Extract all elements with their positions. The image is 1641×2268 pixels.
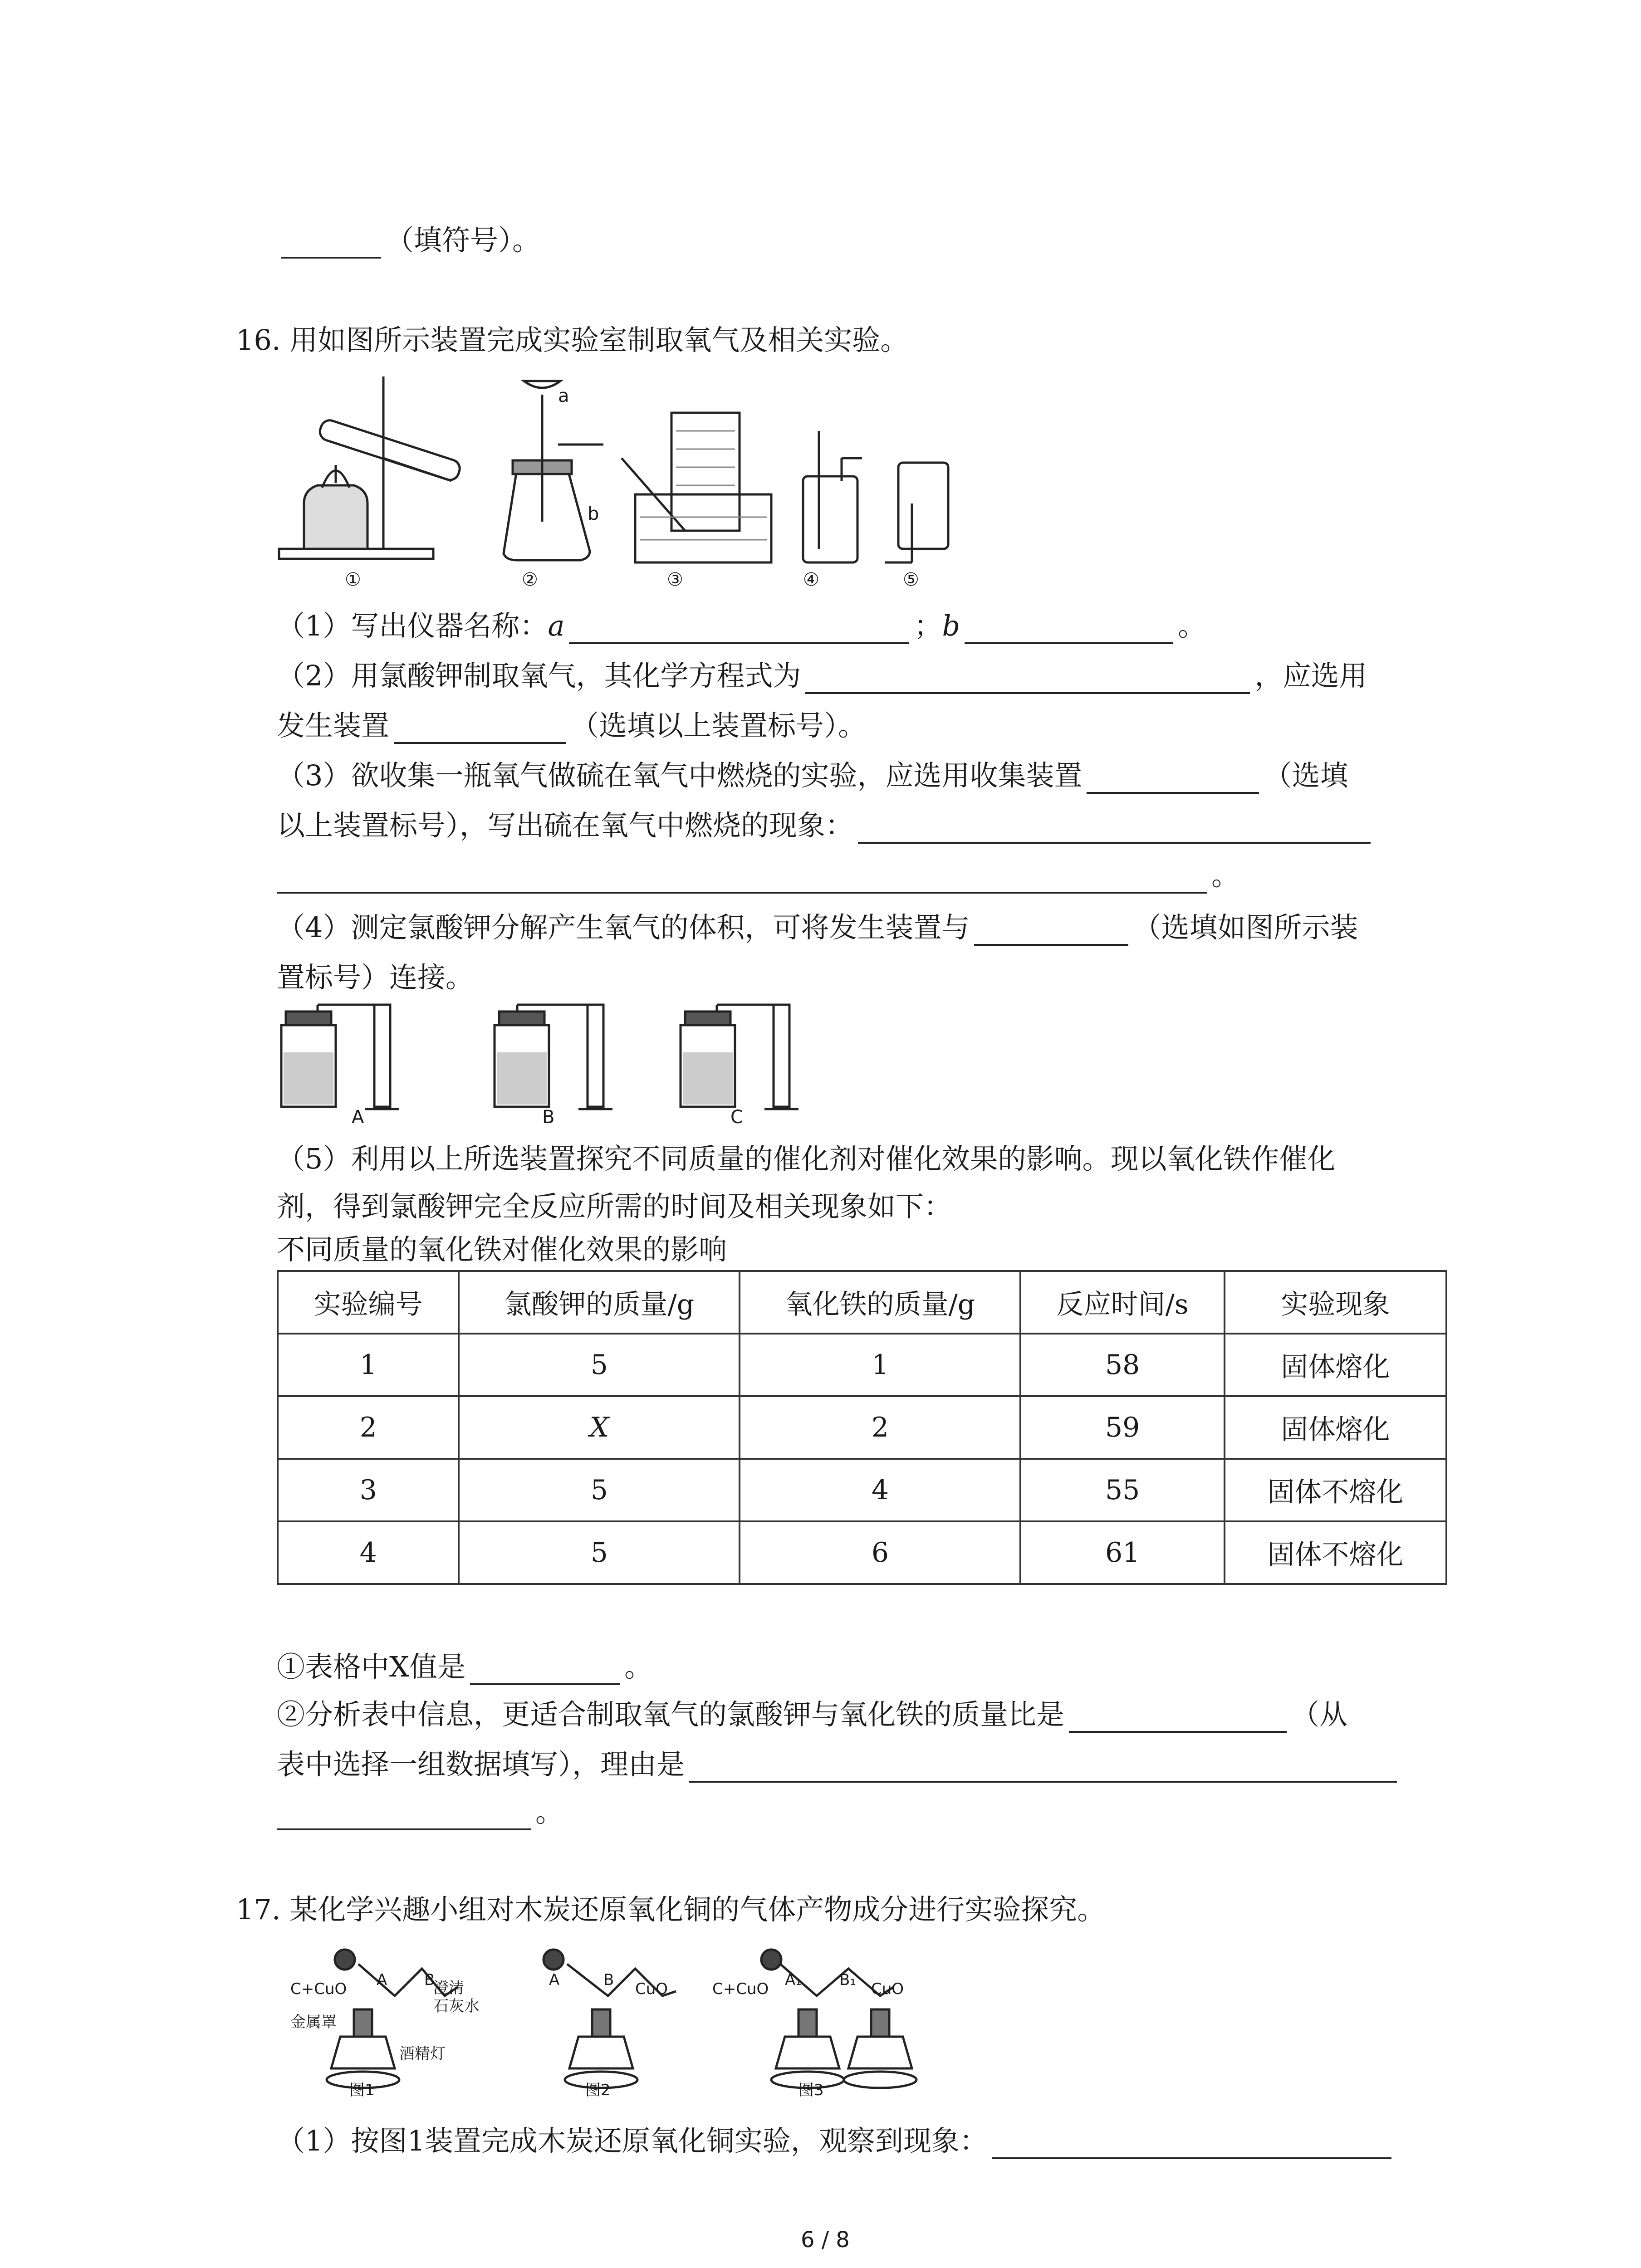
blank-phenomenon[interactable]: [858, 815, 1371, 844]
blank-reason-2[interactable]: [277, 1801, 531, 1830]
q17-label: C+CuO: [712, 1980, 769, 1998]
blank-phenomenon-2[interactable]: [277, 865, 1207, 894]
blank-reason[interactable]: [689, 1754, 1397, 1783]
q17-label: 图2: [585, 2081, 611, 2099]
q17-label: 石灰水: [433, 1997, 480, 2015]
cell: 4: [740, 1459, 1020, 1521]
cell: X: [459, 1396, 740, 1459]
col-header: 实验编号: [278, 1271, 459, 1334]
q17-label: 图3: [798, 2081, 824, 2099]
cell: 2: [278, 1396, 459, 1459]
cell: 2: [740, 1396, 1020, 1459]
q17-label: A: [549, 1971, 560, 1989]
q17-label: B₁: [839, 1971, 856, 1989]
q16-part3-line3: 。: [277, 857, 1239, 894]
table-row: [278, 1334, 1446, 1396]
label-1: ①: [345, 569, 361, 590]
q16-sub1: ①表格中X值是 。: [277, 1649, 652, 1685]
q17-label: 澄清: [433, 1979, 464, 1997]
cell: 4: [278, 1521, 459, 1584]
blank-measure[interactable]: [974, 917, 1128, 946]
col-header: 氯酸钾的质量/g: [459, 1271, 740, 1334]
q17-label: B: [424, 1971, 435, 1989]
q16-sub2-line2: 表中选择一组数据填写），理由是: [277, 1746, 1401, 1783]
label-B: B: [542, 1107, 555, 1128]
abc-apparatus-figure: [277, 998, 798, 1116]
q17-label: 金属罩: [290, 2013, 337, 2031]
q16-part2-line1: （2）用氯酸钾制取氧气，其化学方程式为 ，应选用: [277, 658, 1367, 694]
q17-label: CuO: [871, 1980, 904, 1998]
blank-a[interactable]: [569, 615, 909, 644]
cell: 5: [459, 1459, 740, 1521]
cell: 61: [1020, 1521, 1224, 1584]
label-4: ④: [803, 569, 819, 590]
label-2: ②: [522, 569, 538, 590]
q16-part3-line2: 以上装置标号），写出硫在氧气中燃烧的现象：: [277, 807, 1375, 844]
label-A: A: [352, 1107, 364, 1128]
label-3: ③: [667, 569, 683, 590]
cell: 固体熔化: [1225, 1334, 1446, 1396]
blank-collector[interactable]: [1087, 765, 1259, 794]
q16-part5-line2: 剂，得到氯酸钾完全反应所需的时间及相关现象如下：: [277, 1190, 952, 1223]
prev-question-tail: （填符号）。: [277, 222, 540, 259]
label-a: a: [558, 386, 569, 406]
q17-label: 酒精灯: [399, 2045, 446, 2063]
col-header: 氧化铁的质量/g: [740, 1271, 1020, 1334]
blank-ratio[interactable]: [1069, 1704, 1287, 1733]
cell: 3: [278, 1459, 459, 1521]
col-header: 反应时间/s: [1020, 1271, 1224, 1334]
table-header-row: [278, 1271, 1446, 1334]
label-5: ⑤: [903, 569, 919, 590]
cell: 1: [278, 1334, 459, 1396]
cell: 固体不熔化: [1225, 1521, 1446, 1584]
table-row: [278, 1459, 1446, 1521]
q17-label: A: [377, 1971, 387, 1989]
q16-sub2-line1: ②分析表中信息，更适合制取氧气的氯酸钾与氧化铁的质量比是 （从: [277, 1696, 1347, 1733]
catalyst-table: [277, 1270, 1447, 1585]
q16-sub2-line3: 。: [277, 1794, 563, 1830]
q17-title: 17. 某化学兴趣小组对木炭还原氧化铜的气体产物成分进行实验探究。: [236, 1893, 1106, 1926]
blank-observation[interactable]: [992, 2130, 1391, 2159]
table-row: [278, 1396, 1446, 1459]
q17-label: A₁: [785, 1971, 802, 1989]
table-title: 不同质量的氧化铁对催化效果的影响: [277, 1233, 727, 1266]
cell: 58: [1020, 1334, 1224, 1396]
q16-part2-line2: 发生装置 （选填以上装置标号）。: [277, 708, 866, 744]
blank-x-value[interactable]: [470, 1656, 620, 1685]
q16-part4-line1: （4）测定氯酸钾分解产生氧气的体积，可将发生装置与 （选填如图所示装: [277, 909, 1358, 946]
label-b: b: [588, 503, 599, 524]
q17-part1: （1）按图1装置完成木炭还原氧化铜实验，观察到现象：: [277, 2123, 1396, 2159]
cell: 1: [740, 1334, 1020, 1396]
q17-label: C+CuO: [290, 1980, 347, 1998]
q16-part1: （1）写出仪器名称：a ；b 。: [277, 608, 1206, 644]
cell: 固体熔化: [1225, 1396, 1446, 1459]
q16-title: 16. 用如图所示装置完成实验室制取氧气及相关实验。: [236, 323, 909, 357]
blank-b[interactable]: [965, 615, 1173, 644]
cell: 5: [459, 1334, 740, 1396]
cell: 5: [459, 1521, 740, 1584]
blank-generator[interactable]: [394, 715, 566, 744]
q17-label: 图1: [349, 2081, 375, 2099]
cell: 固体不熔化: [1225, 1459, 1446, 1521]
cell: 59: [1020, 1396, 1224, 1459]
answer-blank[interactable]: [281, 230, 381, 259]
label-C: C: [730, 1107, 743, 1128]
blank-equation[interactable]: [805, 665, 1250, 694]
q16-apparatus-figure: [277, 367, 957, 594]
cell: 6: [740, 1521, 1020, 1584]
cell: 55: [1020, 1459, 1224, 1521]
page-number: 6 / 8: [801, 2227, 850, 2253]
q17-apparatus-figure: [290, 1937, 953, 2100]
q17-label: B: [603, 1971, 614, 1989]
q17-label: CuO: [635, 1980, 668, 1998]
q16-part3-line1: （3）欲收集一瓶氧气做硫在氧气中燃烧的实验，应选用收集装置 （选填: [277, 758, 1348, 794]
col-header: 实验现象: [1225, 1271, 1446, 1334]
q16-part5-line1: （5）利用以上所选装置探究不同质量的催化剂对催化效果的影响。现以氧化铁作催化: [277, 1142, 1336, 1175]
table-row: [278, 1521, 1446, 1584]
q16-part4-line2: 置标号）连接。: [277, 961, 474, 994]
